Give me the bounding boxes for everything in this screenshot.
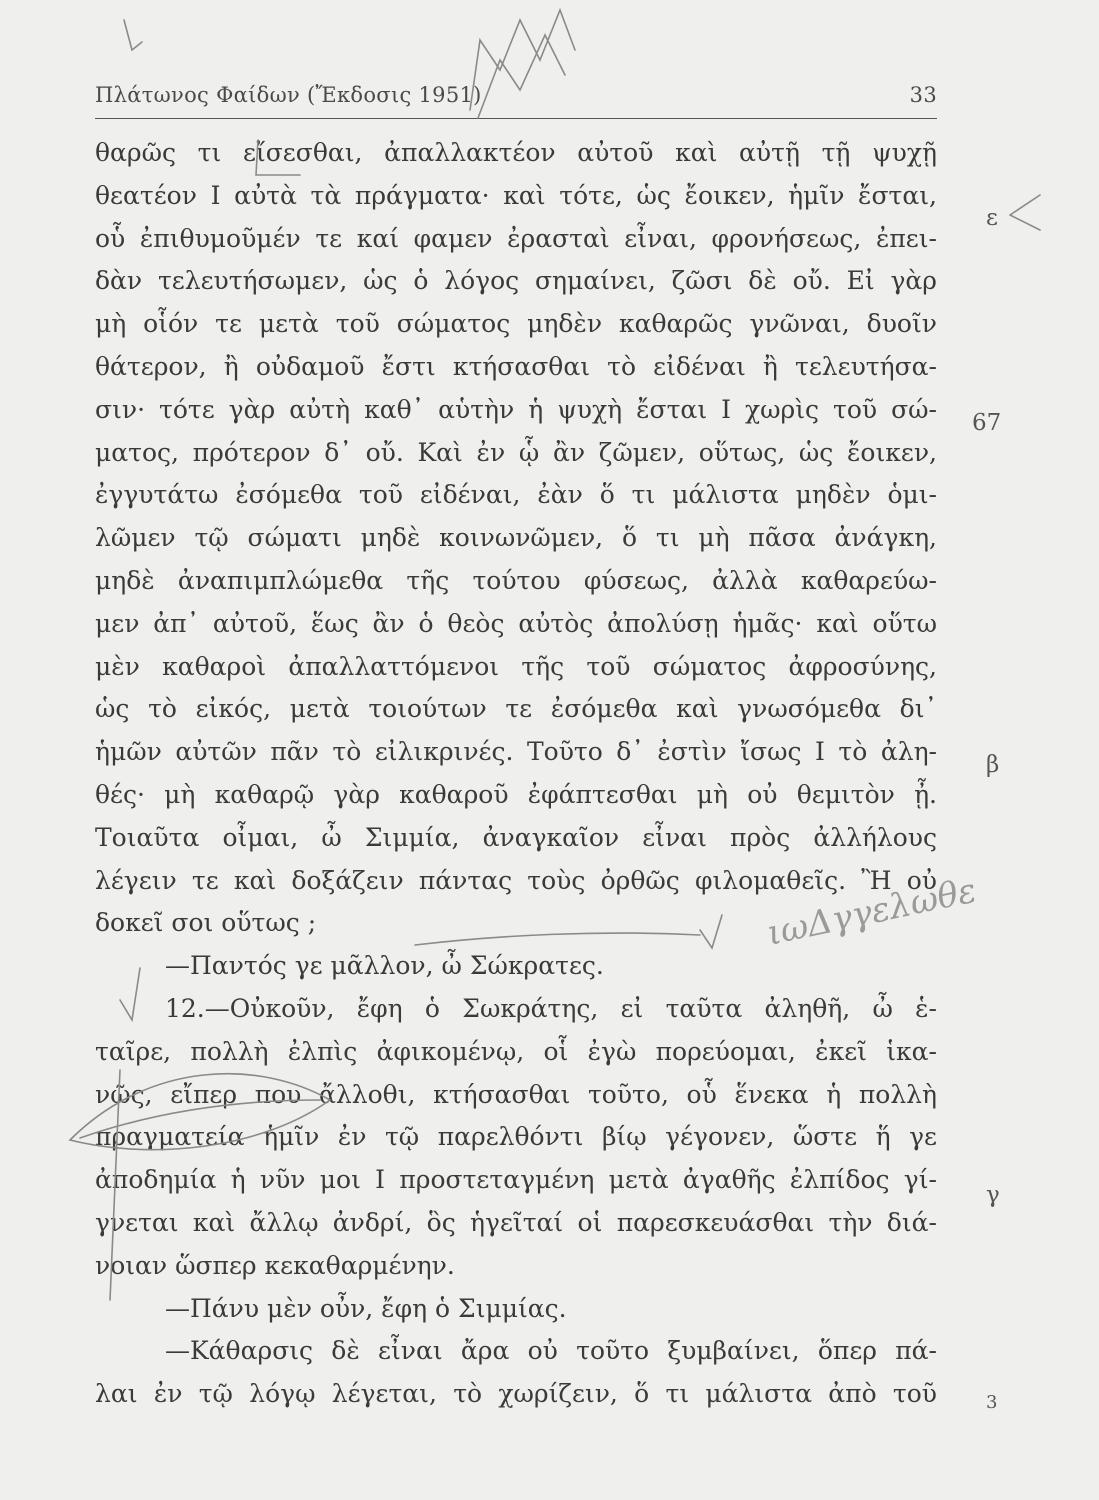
header-rule: [95, 118, 937, 119]
text-line: μηδὲ ἀναπιμπλώμεθα τῆς τούτου φύσεως, ἀλλὰ καθαρεύω-: [95, 565, 937, 595]
text-line: ταῖρε, πολλὴ ἐλπὶς ἀφικομένῳ, οἷ ἐγὼ πορεύομαι, ἐκεῖ ἱκα-: [95, 1036, 937, 1066]
text-line: μὲν καθαροὶ ἀπαλλαττόμενοι τῆς τοῦ σώματος ἀφροσύνης,: [95, 651, 937, 681]
text-line: μὴ οἷόν τε μετὰ τοῦ σώματος μηδὲν καθαρῶς γνῶναι, δυοῖν: [95, 309, 937, 339]
text-line: ὡς τὸ εἰκός, μετὰ τοιούτων τε ἐσόμεθα καὶ γνωσόμεθα δι᾽: [95, 694, 937, 724]
text-line: λέγειν τε καὶ δοξάζειν πάντας τοὺς ὀρθῶς φιλομαθεῖς. Ἢ οὐ: [95, 865, 937, 895]
margin-note-67: 67: [972, 410, 1002, 436]
text-line: θαρῶς τι εἴσεσθαι, ἀπαλλακτέον αὐτοῦ καὶ αὐτῇ τῇ ψυχῇ: [95, 138, 937, 167]
text-line: λῶμεν τῷ σώματι μηδὲ κοινωνῶμεν, ὅ τι μὴ πᾶσα ἀνάγκη,: [95, 523, 937, 553]
text-line: πραγματεία ἡμῖν ἐν τῷ παρελθόντι βίῳ γέγονεν, ὥστε ἥ γε: [95, 1122, 937, 1152]
page-number: 33: [909, 83, 937, 107]
text-line: νοιαν ὥσπερ κεκαθαρμένην.: [95, 1250, 455, 1280]
margin-note-g: γ: [986, 1182, 1000, 1208]
text-line: θεατέον Ι αὐτὰ τὰ πράγματα· καὶ τότε, ὡς ἔοικεν, ἡμῖν ἔσται,: [95, 180, 937, 210]
text-line: ἡμῶν αὐτῶν πᾶν τὸ εἰλικρινές. Τοῦτο δ᾽ ἐστὶν ἴσως Ι τὸ ἀλη-: [95, 737, 937, 767]
running-head: [95, 83, 937, 107]
text-line: θάτερον, ἢ οὐδαμοῦ ἔστι κτήσασθαι τὸ εἰδέναι ἢ τελευτήσα-: [95, 351, 937, 381]
header-title: Πλάτωνος Φαίδων (Ἔκδοσις 1951): [95, 83, 482, 107]
text-line: λαι ἐν τῷ λόγῳ λέγεται, τὸ χωρίζειν, ὅ τι μάλιστα ἀπὸ τοῦ: [95, 1379, 937, 1409]
pencil-handwriting: ιωΔγγελωθε: [763, 870, 980, 954]
text-line: οὗ ἐπιθυμοῦμέν τε καί φαμεν ἐρασταὶ εἶναι, φρονήσεως, ἐπει-: [95, 223, 937, 253]
text-line: ματος, πρότερον δ᾽ οὔ. Καὶ ἐν ᾧ ἂν ζῶμεν, οὕτως, ὡς ἔοικεν,: [95, 437, 937, 467]
text-line: ἀποδημία ἡ νῦν μοι Ι προστεταγμένη μετὰ ἀγαθῆς ἐλπίδος γί-: [95, 1165, 937, 1195]
text-line: νῶς, εἴπερ που ἄλλοθι, κτήσασθαι τοῦτο, οὗ ἕνεκα ἡ πολλὴ: [95, 1079, 937, 1109]
pencil-arrow: [1010, 195, 1040, 230]
section-start-line: 12.—Οὐκοῦν, ἔφη ὁ Σωκράτης, εἰ ταῦτα ἀληθῆ, ὦ ἑ-: [165, 993, 937, 1023]
text-line: Τοιαῦτα οἶμαι, ὦ Σιμμία, ἀναγκαῖον εἶναι πρὸς ἀλλήλους: [95, 822, 937, 852]
pencil-mark: [124, 20, 142, 50]
text-line: γνεται καὶ ἄλλῳ ἀνδρί, ὃς ἡγεῖταί οἱ παρεσκευάσθαι τὴν διά-: [95, 1207, 937, 1237]
text-line: σιν· τότε γὰρ αὐτὴ καθ᾽ αὑτὴν ἡ ψυχὴ ἔσται Ι χωρὶς τοῦ σώ-: [95, 394, 937, 424]
text-line: μεν ἀπ᾽ αὐτοῦ, ἕως ἂν ὁ θεὸς αὐτὸς ἀπολύσῃ ἡμᾶς· καὶ οὕτω: [95, 608, 937, 638]
text-line: θές· μὴ καθαρῷ γὰρ καθαροῦ ἐφάπτεσθαι μὴ οὐ θεμιτὸν ᾖ.: [95, 779, 937, 809]
dialogue-line: —Κάθαρσις δὲ εἶναι ἄρα οὐ τοῦτο ξυμβαίνει, ὅπερ πά-: [165, 1336, 937, 1366]
margin-note-b: β: [986, 752, 1000, 778]
corner-mark: 3: [986, 1392, 998, 1413]
dialogue-line: —Πάνυ μὲν οὖν, ἔφη ὁ Σιμμίας.: [165, 1293, 567, 1323]
body-text: [95, 132, 937, 1416]
margin-note-e: ε: [986, 205, 998, 231]
text-line: ἐγγυτάτω ἐσόμεθα τοῦ εἰδέναι, ἐὰν ὅ τι μάλιστα μηδὲν ὁμι-: [95, 480, 937, 510]
text-line: δοκεῖ σοι οὕτως ;: [95, 908, 317, 938]
dialogue-line: —Παντός γε μᾶλλον, ὦ Σώκρατες.: [165, 951, 604, 981]
text-line: δὰν τελευτήσωμεν, ὡς ὁ λόγος σημαίνει, ζῶσι δὲ οὔ. Εἰ γὰρ: [95, 266, 937, 296]
